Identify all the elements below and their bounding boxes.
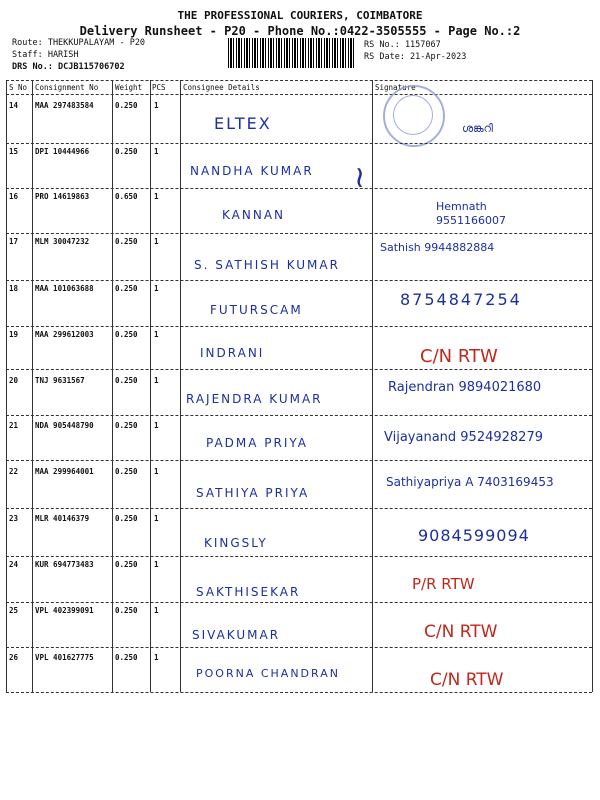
- route-label: Route: THEKKUPALAYAM - P20: [12, 38, 146, 48]
- row-consignee: SATHIYA PRIYA: [196, 486, 310, 500]
- row-consignment: PRO 14619863: [35, 192, 90, 201]
- row-weight: 0.250: [115, 653, 138, 662]
- row-sno: 22: [9, 467, 19, 476]
- rs-date: RS Date: 21-Apr-2023: [364, 52, 467, 62]
- delivery-stamp: [383, 85, 445, 147]
- col-header-signature: Signature: [375, 83, 416, 92]
- row-rule: [6, 415, 592, 416]
- row-consignment: MLR 40146379: [35, 514, 90, 523]
- row-pcs: 1: [154, 606, 159, 615]
- row-weight: 0.250: [115, 376, 138, 385]
- row-signature: Hemnath 9551166007: [436, 200, 506, 227]
- row-consignment: MAA 299612003: [35, 330, 94, 339]
- row-consignment: VPL 402399091: [35, 606, 94, 615]
- row-rule: [6, 233, 592, 234]
- row-consignee: KINGSLY: [204, 536, 268, 550]
- row-consignee: POORNA CHANDRAN: [196, 667, 340, 680]
- row-rule: [6, 143, 592, 144]
- row-consignment: TNJ 9631567: [35, 376, 85, 385]
- row-signature: C/N RTW: [420, 346, 498, 367]
- row-rule: [6, 326, 592, 327]
- row-pcs: 1: [154, 514, 159, 523]
- company-title: THE PROFESSIONAL COURIERS, COIMBATORE: [177, 9, 423, 22]
- row-consignee: KANNAN: [222, 208, 286, 222]
- row-consignee: RAJENDRA KUMAR: [186, 392, 323, 406]
- row-consignee: SIVAKUMAR: [192, 628, 281, 642]
- row-weight: 0.250: [115, 330, 138, 339]
- col-header-consignee: Consignee Details: [183, 83, 260, 92]
- row-consignment: DPI 10444966: [35, 147, 90, 156]
- row-consignment: MAA 297483584: [35, 101, 94, 110]
- row-pcs: 1: [154, 653, 159, 662]
- row-signature: Vijayanand 9524928279: [384, 430, 543, 445]
- row-sno: 15: [9, 147, 19, 156]
- barcode: [228, 38, 356, 68]
- row-weight: 0.250: [115, 514, 138, 523]
- row-sno: 26: [9, 653, 19, 662]
- row-rule: [6, 280, 592, 281]
- row-weight: 0.250: [115, 284, 138, 293]
- col-divider: [150, 80, 151, 692]
- row-consignee: INDRANI: [200, 346, 265, 360]
- row-pcs: 1: [154, 376, 159, 385]
- row-rule: [6, 647, 592, 648]
- row-sno: 25: [9, 606, 19, 615]
- col-header-sno: S No: [9, 83, 28, 92]
- row-signature: C/N RTW: [430, 670, 504, 690]
- row-consignment: MLM 30047232: [35, 237, 90, 246]
- row-consignee: NANDHA KUMAR: [190, 164, 314, 178]
- header-rule: [6, 94, 592, 95]
- row-pcs: 1: [154, 192, 159, 201]
- row-signature: ശങ്കറി: [462, 122, 493, 135]
- row-rule: [6, 508, 592, 509]
- row-signature: Sathish 9944882884: [380, 241, 495, 254]
- row-pcs: 1: [154, 101, 159, 110]
- row-rule: [6, 602, 592, 603]
- col-header-consignment: Consignment No: [35, 83, 99, 92]
- row-consignee: S. SATHISH KUMAR: [194, 258, 340, 272]
- row-sno: 16: [9, 192, 19, 201]
- row-pcs: 1: [154, 560, 159, 569]
- row-sno: 21: [9, 421, 19, 430]
- row-pcs: 1: [154, 421, 159, 430]
- row-consignee: PADMA PRIYA: [206, 436, 309, 450]
- row-consignee: FUTURSCAM: [210, 303, 303, 317]
- row-weight: 0.250: [115, 560, 138, 569]
- row-sno: 24: [9, 560, 19, 569]
- row-rule: [6, 188, 592, 189]
- drs-number: DRS No.: DCJB115706702: [12, 62, 125, 72]
- col-divider: [180, 80, 181, 692]
- row-pcs: 1: [154, 147, 159, 156]
- row-weight: 0.250: [115, 606, 138, 615]
- row-signature-mark: ≀: [354, 160, 366, 195]
- row-consignment: MAA 101063688: [35, 284, 94, 293]
- row-sno: 20: [9, 376, 19, 385]
- runsheet-subtitle: Delivery Runsheet - P20 - Phone No.:0422-3505555 - Page No.:2: [79, 24, 521, 38]
- col-divider: [32, 80, 33, 692]
- row-pcs: 1: [154, 237, 159, 246]
- row-signature: C/N RTW: [424, 622, 498, 642]
- row-weight: 0.250: [115, 421, 138, 430]
- col-divider: [592, 80, 593, 692]
- row-weight: 0.250: [115, 467, 138, 476]
- col-divider: [372, 80, 373, 692]
- staff-label: Staff: HARISH: [12, 50, 79, 60]
- row-sno: 23: [9, 514, 19, 523]
- row-weight: 0.250: [115, 237, 138, 246]
- table-bottom-rule: [6, 692, 592, 693]
- row-sno: 14: [9, 101, 19, 110]
- row-rule: [6, 369, 592, 370]
- row-pcs: 1: [154, 284, 159, 293]
- row-weight: 0.650: [115, 192, 138, 201]
- row-sno: 19: [9, 330, 19, 339]
- row-sno: 17: [9, 237, 19, 246]
- row-signature: Rajendran 9894021680: [388, 380, 542, 395]
- row-signature: 8754847254: [400, 290, 522, 309]
- row-consignment: NDA 905448790: [35, 421, 94, 430]
- row-consignment: MAA 299964001: [35, 467, 94, 476]
- row-pcs: 1: [154, 330, 159, 339]
- row-pcs: 1: [154, 467, 159, 476]
- col-header-pcs: PCS: [152, 83, 166, 92]
- row-consignment: VPL 401627775: [35, 653, 94, 662]
- row-weight: 0.250: [115, 147, 138, 156]
- row-signature: P/R RTW: [412, 575, 475, 593]
- col-header-weight: Weight: [115, 83, 143, 92]
- row-consignee: SAKTHISEKAR: [196, 585, 301, 599]
- col-divider: [112, 80, 113, 692]
- row-consignee: ELTEX: [214, 114, 272, 133]
- col-divider: [6, 80, 7, 692]
- row-consignment: KUR 694773483: [35, 560, 94, 569]
- row-signature: 9084599094: [418, 526, 530, 545]
- row-signature: Sathiyapriya A 7403169453: [386, 475, 554, 489]
- row-weight: 0.250: [115, 101, 138, 110]
- table-top-rule: [6, 80, 592, 81]
- rs-number: RS No.: 1157067: [364, 40, 441, 50]
- row-sno: 18: [9, 284, 19, 293]
- row-rule: [6, 460, 592, 461]
- row-rule: [6, 556, 592, 557]
